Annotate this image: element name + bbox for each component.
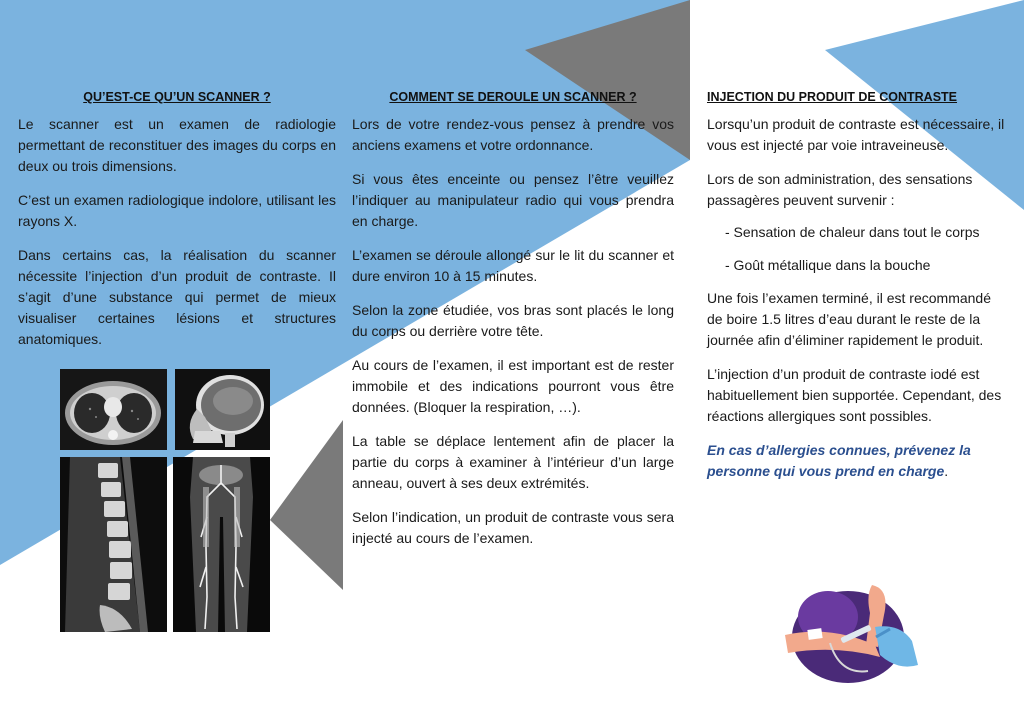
ct-spine-scan-image bbox=[60, 457, 167, 632]
warning-period: . bbox=[944, 463, 949, 479]
paragraph: Une fois l’examen terminé, il est recommandé de boire 1.5 litres d’eau durant le reste de la journée afin d’éliminer rapidement le produit. bbox=[707, 290, 992, 348]
paragraph: C’est un examen radiologique indolore, utilisant les rayons X. bbox=[18, 192, 336, 229]
ct-head-scan-image bbox=[175, 369, 270, 450]
paragraph: Si vous êtes enceinte ou pensez l’être veuillez l’indiquer au manipulateur radio qui vous prendra en charge. bbox=[352, 171, 674, 229]
ct-legs-angio-scan-image bbox=[173, 457, 270, 632]
paragraph: Lors de son administration, des sensations passagères peuvent survenir : bbox=[707, 171, 973, 208]
paragraph: L’injection d’un produit de contraste iodé est habituellement bien supportée. Cependant, des réactions allergiques sont possibles. bbox=[707, 366, 1002, 424]
column-what-is-scanner bbox=[18, 90, 336, 363]
side-effects-list bbox=[707, 222, 1007, 276]
paragraph: Dans certains cas, la réalisation du scanner nécessite l’injection d’un produit de contraste. Il s’agit d’une substance qui permet de mieux visualiser certaines lésions et structures anatomiques. bbox=[18, 247, 336, 347]
allergy-warning-text: En cas d’allergies connues, prévenez la personne qui vous prend en charge bbox=[707, 442, 971, 479]
paragraph: La table se déplace lentement afin de placer la partie du corps à examiner à l’intérieur d’un large anneau, ouvert à ses deux extrémités. bbox=[352, 433, 674, 491]
list-item: - Sensation de chaleur dans tout le corps bbox=[725, 224, 980, 240]
paragraph: L’examen se déroule allongé sur le lit du scanner et dure environ 10 à 15 minutes. bbox=[352, 247, 674, 284]
list-item: - Goût métallique dans la bouche bbox=[725, 257, 931, 273]
heading-how-it-works: COMMENT SE DEROULE UN SCANNER ? bbox=[389, 90, 637, 104]
injection-arm-illustration bbox=[780, 575, 930, 690]
ct-chest-scan-image bbox=[60, 369, 167, 450]
allergy-warning bbox=[707, 440, 1007, 482]
paragraph: Lors de votre rendez-vous pensez à prendre vos anciens examens et votre ordonnance. bbox=[352, 116, 674, 153]
column-contrast-injection bbox=[707, 90, 1007, 495]
gray-triangle-middle bbox=[270, 420, 343, 590]
paragraph: Selon la zone étudiée, vos bras sont placés le long du corps ou derrière votre tête. bbox=[352, 302, 674, 339]
heading-what-is-scanner: QU’EST-CE QU’UN SCANNER ? bbox=[83, 90, 271, 104]
paragraph: Selon l’indication, un produit de contraste vous sera injecté au cours de l’examen. bbox=[352, 509, 674, 546]
paragraph: Lorsqu’un produit de contraste est nécessaire, il vous est injecté par voie intraveineuse. bbox=[707, 116, 1005, 153]
column-how-it-works bbox=[352, 90, 674, 562]
paragraph: Le scanner est un examen de radiologie permettant de reconstituer des images du corps en deux ou trois dimensions. bbox=[18, 116, 336, 174]
paragraph: Au cours de l’examen, il est important est de rester immobile et des indications pourront vous être données. (Bloquer la respiration, …). bbox=[352, 357, 674, 415]
heading-contrast-injection: INJECTION DU PRODUIT DE CONTRASTE bbox=[707, 90, 958, 104]
